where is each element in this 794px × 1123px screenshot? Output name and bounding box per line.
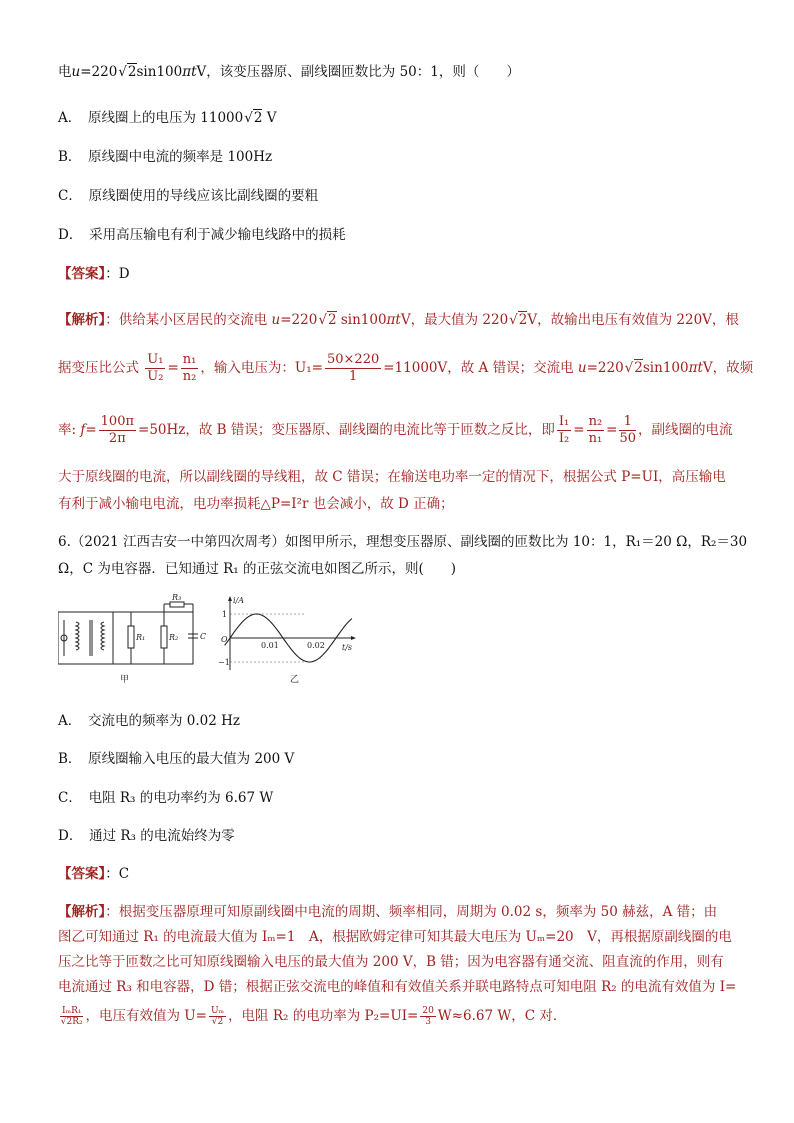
r3-resistor bbox=[170, 602, 184, 607]
graph-x-arrow bbox=[351, 636, 356, 640]
y-axis-label: i/A bbox=[233, 596, 245, 605]
q6-answer bbox=[58, 864, 129, 884]
q5-analysis-line-3: 率: f= $\frac{100\pi}{2\pi}$ =50Hz，故 B 错误；变压器原、副线圈的电流比等于匝数之反比，即 $\frac{\text{I₁}}{\text{I₂}}$ = $\frac{\text{n₂}}{\text{n₁}}$ = $\frac{1}{50}$ ，副线圈的电流 bbox=[58, 414, 733, 446]
q5-analysis-line-1: 【解析】：供给某小区居民的交流电 u=220√ 2 sin100πtV，最大值为 220√ 2V，故输出电压有效值为 220V，根 bbox=[58, 310, 739, 330]
q5-option-a[interactable]: A． 原线圈上的电压为 11000√ 2 V bbox=[58, 108, 277, 128]
analysis-label: 【解析】 bbox=[58, 312, 106, 328]
figure-caption-left: 甲 bbox=[120, 675, 130, 685]
q6-analysis-line-5: $\frac{\text{IₘR₁}}{\text{√2R₂}}$ ，电压有效值为 U= $\frac{\text{Uₘ}}{√2}$ ，电阻 R₂ 的电功率为 P₂=UI= $\frac{20}{3}$ W≈6.67 W，C 对． bbox=[60, 1006, 567, 1027]
x-tick-label-2: 0.02 bbox=[307, 641, 325, 650]
q6-stem-line-2: Ω，C 为电容器．已知通过 R₁ 的正弦交流电如图乙所示，则( ) bbox=[58, 561, 457, 577]
primary-coil-icon bbox=[76, 622, 79, 650]
graph-y-arrow bbox=[228, 596, 232, 601]
q6-analysis-line-4: 电流通过 R₃ 和电容器，D 错；根据正弦交流电的峰值和有效值关系并联电路特点可知电阻 R₂ 的电流有效值为 I= bbox=[58, 979, 737, 995]
q5-answer bbox=[58, 264, 130, 284]
q6-analysis-line-3: 压之比等于匝数之比可知原线圈输入电压的最大值为 200 V，B 错；因为电容器有通交流、阻直流的作用，则有 bbox=[58, 954, 724, 970]
q6-figure bbox=[58, 594, 358, 686]
r2-label: R₂ bbox=[169, 633, 179, 642]
x-tick-label-1: 0.01 bbox=[261, 641, 279, 650]
q5-option-d[interactable]: D． 采用高压输电有利于减少输电线路中的损耗 bbox=[58, 227, 346, 243]
capacitor-label: C bbox=[200, 632, 207, 641]
r2-resistor bbox=[161, 626, 167, 648]
q5-option-c[interactable]: C． 原线圈使用的导线应该比副线圈的要粗 bbox=[58, 188, 319, 204]
y-neg-tick-label: −1 bbox=[218, 658, 230, 667]
r1-resistor bbox=[128, 626, 134, 648]
y-pos-tick-label: 1 bbox=[222, 610, 228, 619]
q5-analysis-line-2: 据变压比公式 $\frac{\text{U₁}}{\text{U₂}}$ = $\frac{\text{n₁}}{\text{n₂}}$ ，输入电压为：U₁= $\frac{50\times 220}{1}$ =11000V，故 A 错误；交流电 u=220√ 2sin100πtV，故频 bbox=[58, 352, 753, 385]
r1-label: R₁ bbox=[136, 633, 146, 642]
x-axis-label: t/s bbox=[342, 643, 353, 652]
answer-value: ：C bbox=[105, 866, 130, 882]
q5-analysis-line-4: 大于原线圈的电流，所以副线圈的导线粗，故 C 错误；在输送电功率一定的情况下，根据公式 P=UI，高压输电 bbox=[58, 469, 726, 485]
q6-analysis-line-1: 【解析】：根据变压器原理可知原副线圈中电流的周期、频率相同，周期为 0.02 s，频率为 50 赫兹，A 错；由 bbox=[58, 904, 718, 920]
q6-figure-svg bbox=[58, 594, 358, 686]
r3-label: R₃ bbox=[172, 594, 182, 602]
q6-option-b[interactable]: B． 原线圈输入电压的最大值为 200 V bbox=[58, 751, 295, 767]
secondary-coil-icon bbox=[101, 622, 104, 650]
q5-option-b[interactable]: B． 原线圈中电流的频率是 100Hz bbox=[58, 149, 273, 165]
q6-option-d[interactable]: D． 通过 R₃ 的电流始终为零 bbox=[58, 828, 235, 844]
answer-label: 【答案】 bbox=[58, 266, 106, 282]
q6-option-c[interactable]: C． 电阻 R₃ 的电功率约为 6.67 W bbox=[58, 790, 274, 806]
analysis-label: 【解析】 bbox=[58, 904, 106, 920]
q5-stem: 电u=220√ 2sin100πtV，该变压器原、副线圈匝数比为 50：1，则（ ） bbox=[58, 62, 520, 82]
answer-label: 【答案】 bbox=[58, 866, 106, 882]
q6-analysis-line-2: 图乙可知通过 R₁ 的电流最大值为 Iₘ=1 A，根据欧姆定律可知其最大电压为 Uₘ=20 V，再根据原副线圈的电 bbox=[58, 929, 732, 945]
answer-value: ：D bbox=[105, 266, 130, 282]
q6-option-a[interactable]: A． 交流电的频率为 0.02 Hz bbox=[58, 713, 241, 729]
current-graph bbox=[218, 596, 356, 685]
figure-caption-right: 乙 bbox=[290, 675, 300, 685]
origin-label: O bbox=[221, 635, 228, 644]
q6-stem-line-1: 6.（2021 江西吉安一中第四次周考）如图甲所示，理想变压器原、副线圈的匝数比为 10：1，R₁＝20 Ω，R₂＝30 bbox=[58, 534, 748, 550]
q5-analysis-line-5: 有利于减小输电电流，电功率损耗△P=I²r 也会减小，故 D 正确； bbox=[58, 496, 454, 512]
